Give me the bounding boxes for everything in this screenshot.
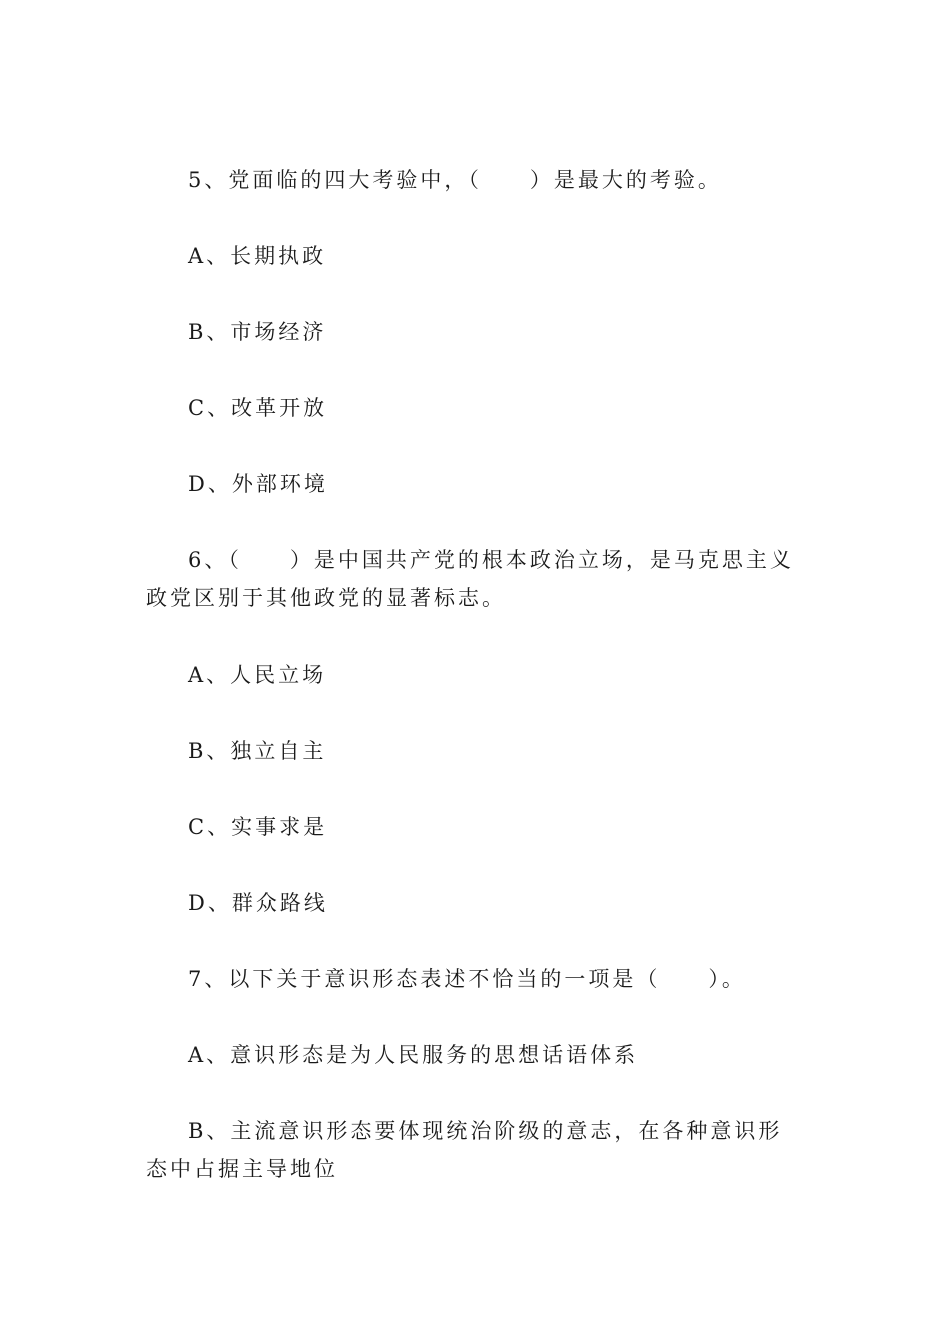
question-5-option-c: C、改革开放 xyxy=(188,396,328,420)
question-6-option-b: B、独立自主 xyxy=(188,739,327,763)
question-7-stem: 7、以下关于意识形态表述不恰当的一项是（ ）。 xyxy=(188,967,746,991)
question-7-option-b: B、主流意识形态要体现统治阶级的意志，在各种意识形态中占据主导地位 xyxy=(146,1119,783,1181)
question-5-option-b: B、市场经济 xyxy=(188,320,327,344)
question-6-option-c: C、实事求是 xyxy=(188,815,328,839)
question-7-option-a: A、意识形态是为人民服务的思想话语体系 xyxy=(188,1043,639,1067)
question-5-option-d: D、外部环境 xyxy=(188,472,328,496)
question-5-stem: 5、党面临的四大考验中，（ ）是最大的考验。 xyxy=(188,168,722,192)
question-5-option-a: A、长期执政 xyxy=(188,244,327,268)
question-6-option-a: A、人民立场 xyxy=(188,663,327,687)
question-6-stem: 6、（ ）是中国共产党的根本政治立场，是马克思主义政党区别于其他政党的显著标志。 xyxy=(146,548,794,610)
question-6-option-d: D、群众路线 xyxy=(188,891,328,915)
